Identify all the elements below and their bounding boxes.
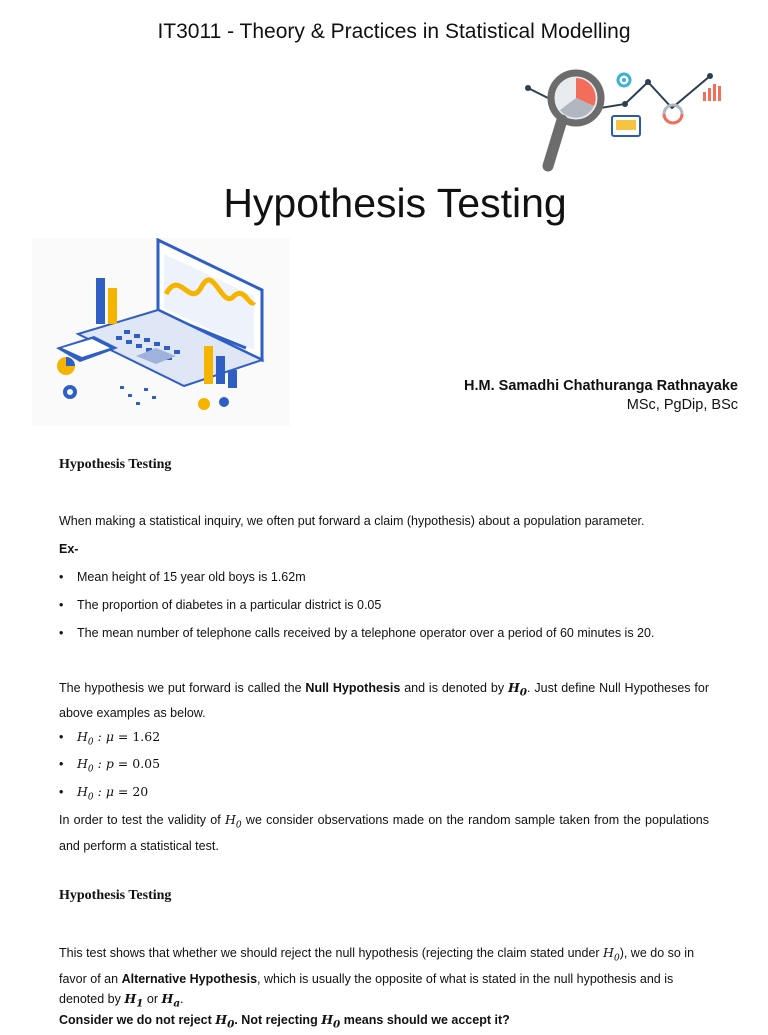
section-heading: Hypothesis Testing: [59, 888, 172, 903]
page-title: Hypothesis Testing: [223, 180, 567, 226]
list-item: • Mean height of 15 year old boys is 1.62m: [59, 570, 306, 584]
laptop-dashboard-illustration: [32, 238, 290, 426]
list-item: • $H_0$ : p = 0.05: [59, 756, 161, 775]
analytics-magnifier-icon: [520, 64, 730, 176]
alternative-hypothesis-term: Alternative Hypothesis: [121, 971, 258, 986]
author-name: H.M. Samadhi Chathuranga Rathnayake: [464, 378, 738, 394]
question-line: Consider we do not reject $H_0$. Not rejecting $H_0$ means should we accept it?: [59, 1012, 510, 1031]
list-item: • The proportion of diabetes in a particular district is 0.05: [59, 598, 382, 612]
example-label: Ex-: [59, 542, 79, 556]
null-hypothesis-term: Null Hypothesis: [305, 681, 401, 695]
author-block: [464, 378, 738, 413]
author-qualifications: MSc, PgDip, BSc: [626, 397, 738, 413]
validity-paragraph: In order to test the validity of $H_0$ we consider observations made on the random sample taken from the populations and perform a statistical test.: [59, 812, 709, 853]
intro-paragraph: When making a statistical inquiry, we often put forward a claim (hypothesis) about a population parameter.: [59, 514, 645, 528]
alternative-hypothesis-paragraph: This test shows that whether we should reject the null hypothesis (rejecting the claim stated under $H_0$), we do so in favor of an Alternative Hypothesis, which is usually the opposite of what is stated in the null hypothesis and is denoted by $H_1$ or $H_a$.: [59, 945, 695, 1009]
list-item: • The mean number of telephone calls received by a telephone operator over a period of 60 minutes is 20.: [59, 626, 655, 640]
section-heading: Hypothesis Testing: [59, 457, 172, 472]
course-title: IT3011 - Theory & Practices in Statistical Modelling: [157, 20, 631, 43]
list-item: • $H_0$ : μ = 20: [59, 784, 149, 803]
null-hypothesis-paragraph: The hypothesis we put forward is called the Null Hypothesis and is denoted by $H_0$. Just define Null Hypotheses for above examples as below.: [59, 680, 710, 720]
list-item: • $H_0$ : μ = 1.62: [59, 729, 161, 748]
